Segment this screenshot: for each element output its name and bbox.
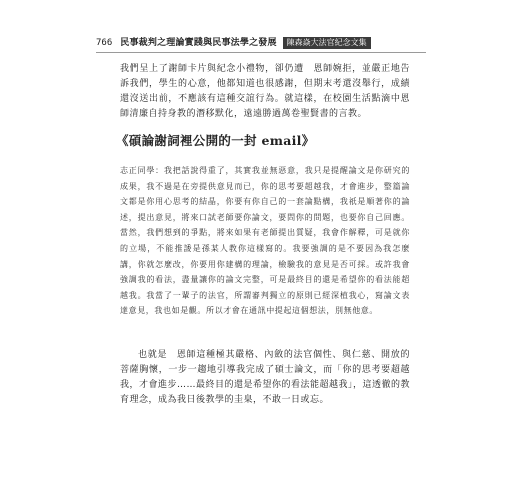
running-header [96, 36, 426, 50]
book-title: 民事裁判之理論實踐與民事法學之發展 [120, 38, 277, 48]
header-divider [96, 52, 426, 53]
body-paragraph-bottom: 也就是 恩師這種極其嚴格、內斂的法官個性、與仁慈、開放的菩薩胸懷，一步一趨地引導我完成了碩士論文，而「你的思考要超越我，才會進步……最終目的還是希望你的看法能超越我」，這透徹的教育理念，成為我日後教學的圭臬，不敢一日或忘。 [120, 350, 411, 405]
body-paragraph-top: 我們呈上了謝師卡片與紀念小禮物，卻仍遭 恩師婉拒，並嚴正地告訴我們，學生的心意，他都知道也很感謝，但期末考還沒舉行，成績還沒送出前，不應該有這種交誼行為。就這樣，在校園生活點滴中恩師清廉自持身教的潛移默化，遠遠勝過萬卷聖賢書的言教。 [120, 64, 410, 119]
page-number: 766 [96, 38, 113, 48]
email-letter-quote: 志正同學：我把話說得重了，其實我並無惡意，我只是提醒論文是你研究的成果，我不過是在旁提供意見而已，你的思考要超越我，才會進步，整篇論文都是你用心思考的結晶，你要有你自己的一套論點構，我祇是順著你的論述，提出意見，將來口試老師要你論文，要問你的問題，也要你自己回應。當然，我們想到的爭點，將來如果有老師提出質疑，我會作解釋，可是就你的立場，不能推諉是孫某人教你這樣寫的。我要強調的是不要因為我怎麼講，你就怎麼改，你要用你建構的理論，檢驗我的意見是否可採。或許我會強調我的看法，盡量讓你的論文完整，可是最終目的還是希望你的看法能超越我。我當了一輩子的法官，所謂審判獨立的原則已經深植我心，寫論文表達意見，我也如是觀。所以才會在通訊中提起這個想法，別無他意。 [120, 166, 410, 316]
collection-badge: 陳森焱大法官紀念文集 [283, 37, 371, 49]
section-title: 《碩論謝詞裡公開的一封 email》 [116, 133, 315, 148]
